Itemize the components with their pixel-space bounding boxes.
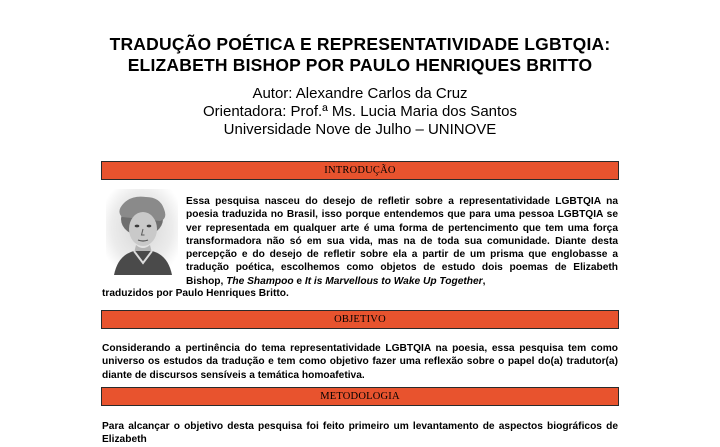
author-portrait-photo	[106, 189, 178, 275]
introduction-last-line: traduzidos por Paulo Henriques Britto.	[102, 288, 289, 299]
author-line: Autor: Alexandre Carlos da Cruz	[252, 85, 468, 102]
poem-title-marvellous: It is Marvellous to Wake Up Together	[304, 275, 483, 287]
title-line-1: TRADUÇÃO POÉTICA E REPRESENTATIVIDADE LGBTQIA:	[109, 34, 611, 54]
introduction-tail: ,	[482, 275, 486, 287]
university-line: Universidade Nove de Julho – UNINOVE	[223, 121, 497, 138]
section-heading-objective: OBJETIVO	[101, 310, 619, 329]
introduction-text: Essa pesquisa nasceu do desejo de refletir sobre a representatividade LGBTQIA na poesia traduzida no Brasil, isso porque entendemos que para uma pessoa LGBTQIA se ver representada em qualquer arte é uma forma de pertencimento que tem uma força transformadora não só em sua vida, mas na de toda sua comunidade. Diante desta percepção e do desejo de refletir sobre ela a partir de um prisma que englobasse a tradução poética, escolhemos como objetos de estudo dois poemas de Elizabeth Bishop,	[186, 196, 618, 287]
introduction-paragraph	[186, 195, 618, 288]
advisor-line: Orientadora: Prof.ª Ms. Lucia Maria dos Santos	[202, 103, 518, 120]
section-heading-methodology: METODOLOGIA	[101, 387, 619, 406]
objective-paragraph: Considerando a pertinência do tema representatividade LGBTQIA na poesia, essa pesquisa tem como universo os estudos da tradução e tem como objetivo fazer uma reflexão sobre o papel do(a) tradutor(a) diante de discursos sensíveis a temática homoafetiva.	[102, 343, 618, 381]
methodology-paragraph: Para alcançar o objetivo desta pesquisa foi feito primeiro um levantamento de aspectos biográficos de Elizabeth	[102, 421, 618, 446]
introduction-conjunction: e	[293, 275, 305, 287]
title-line-2: ELIZABETH BISHOP POR PAULO HENRIQUES BRITTO	[127, 55, 593, 75]
section-heading-introduction: INTRODUÇÃO	[101, 161, 619, 180]
poem-title-the-shampoo: The Shampoo	[226, 275, 294, 287]
